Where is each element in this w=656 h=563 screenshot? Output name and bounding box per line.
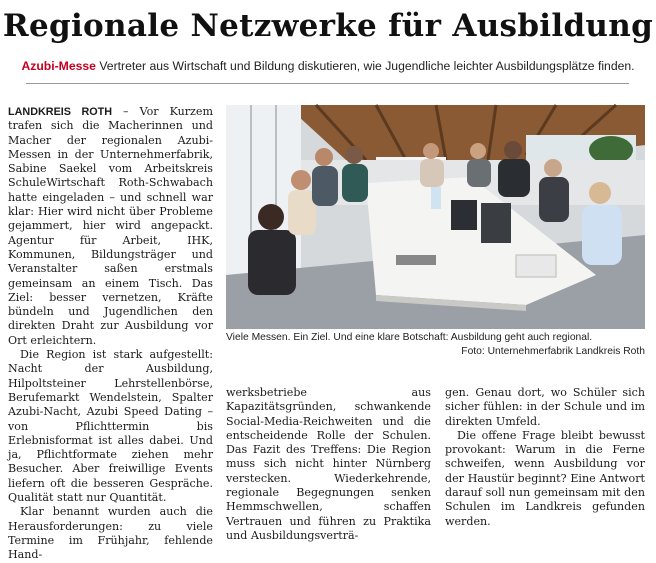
subline: [0, 58, 656, 74]
paragraph: Klar benannt wurden auch die Herausforderungen: zu viele Termine im Frühjahr, fehlende Hand-: [8, 505, 213, 562]
dateline: LANDKREIS ROTH: [8, 106, 113, 118]
caption-text: Viele Messen. Ein Ziel. Und eine klare Botschaft: Ausbildung geht auch regional.: [226, 332, 593, 343]
article-column-1: [8, 105, 213, 562]
meeting-photo-illustration: [226, 105, 645, 329]
article-photo: [226, 105, 645, 329]
headline-divider: [26, 83, 629, 84]
subline-text: Vertreter aus Wirtschaft und Bildung diskutieren, wie Jugendliche leichter Ausbildungsplätze finden.: [99, 59, 635, 73]
article-column-2: [226, 386, 431, 542]
paragraph: Die Region ist stark aufgestellt: Nacht der Ausbildung, Hilpoltsteiner Lehrstellenbörse, Berufemarkt Wendelstein, Spalter Azubi-Nacht, Azubi Speed Dating – von Pflichttermin bis Erlebnisformat ist alles dabei. Und ja, Pflichtformate ziehen mehr Besucher. Aber freiwillige Events liefern oft die besseren Gespräche. Qualität statt nur Quantität.: [8, 348, 213, 505]
paragraph: werksbetriebe aus Kapazitätsgründen, schwankende Social-Media-Reichweiten und die entscheidende Rolle der Schulen. Das Fazit des Treffens: Die Region muss sich nicht hinter Nürnberg verstecken. Wiederkehrende, regionale Begegnungen senken Hemmschwellen, schaffen Vertrauen und führen zu Praktika und Ausbildungsverträ-: [226, 386, 431, 542]
headline: Regionale Netzwerke für Ausbildung: [2, 8, 654, 44]
paragraph: gen. Genau dort, wo Schüler sich sicher fühlen: in der Schule und im direkten Umfeld.: [445, 386, 645, 428]
photo-caption: [226, 331, 645, 359]
kicker: Azubi-Messe: [21, 59, 96, 73]
photo-credit: Foto: Unternehmerfabrik Landkreis Roth: [461, 346, 645, 357]
paragraph: Die offene Frage bleibt bewusst provokant: Warum in die Ferne schweifen, wenn Ausbildung vor der Haustür beginnt? Eine Antwort darauf soll nun gemeinsam mit den Schulen im Landkreis gefunden werden.: [445, 428, 645, 528]
article-column-3: [445, 386, 645, 536]
paragraph: [8, 105, 213, 348]
paragraph-text: – Vor Kurzem trafen sich die Macherinnen und Macher der regionalen Azubi-Messen in der Unternehmerfabrik, Sabine Saekel vom Arbeitskreis SchuleWirtschaft Roth-Schwabach hatte eingeladen – und schnell war klar: Hier wird nicht über Probleme gejammert, hier wird angepackt. Agentur für Arbeit, IHK, Kommunen, Bildungsträger und Veranstalter saßen erstmals gemeinsam an einem Tisch. Das Ziel: besser vernetzen, Kräfte bündeln und Jugendlichen den direkten Draht zur Ausbildung vor Ort erleichtern.: [8, 105, 213, 347]
